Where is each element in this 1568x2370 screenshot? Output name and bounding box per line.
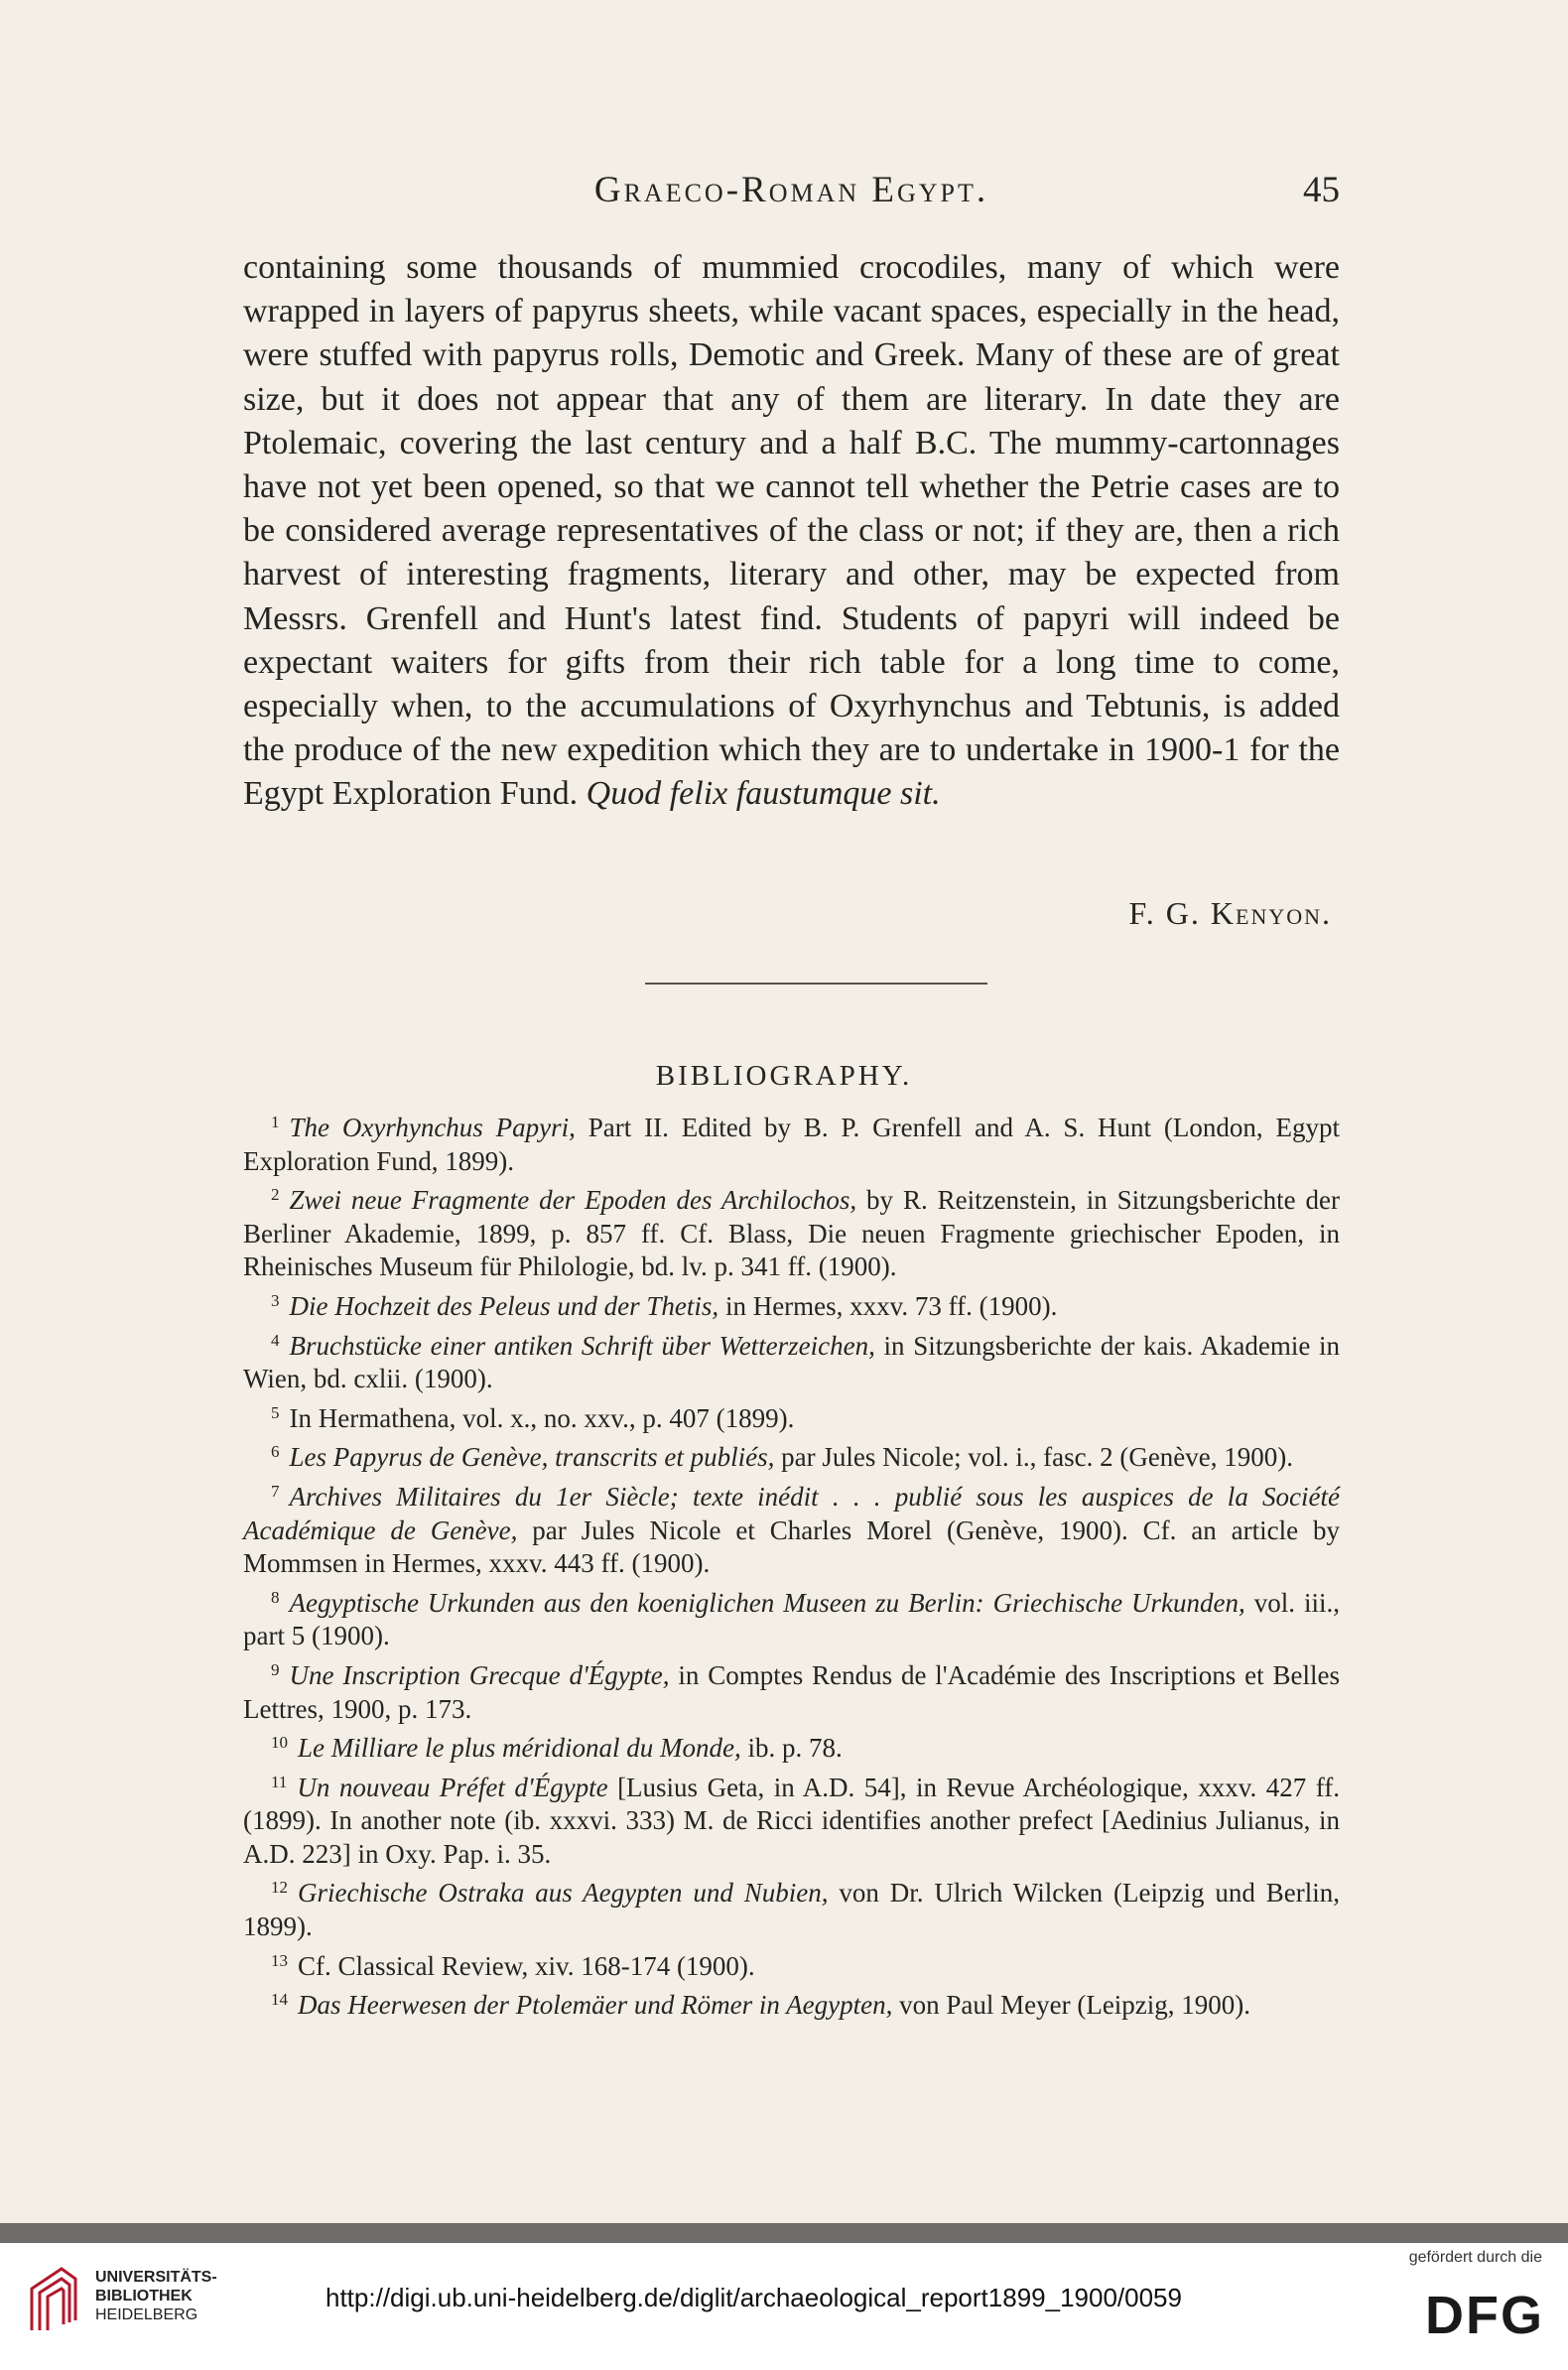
entry-details: vol. iii., part 5 (1900).	[243, 1587, 1340, 1651]
bibliography-list	[243, 1106, 1340, 2023]
bibliography-entry	[243, 1944, 1340, 1984]
entry-details: von Dr. Ulrich Wilcken (Leipzig und Berlin, 1899).	[243, 1878, 1340, 1942]
entry-title: Zwei neue Fragmente der Epoden des Archilochos,	[289, 1185, 857, 1216]
entry-details: in Comptes Rendus de l'Académie des Inscriptions et Belles Lettres, 1900, p. 173.	[243, 1659, 1341, 1724]
bibliography-entry	[243, 1106, 1340, 1178]
entry-title: Aegyptische Urkunden aus den koeniglichen Museen zu Berlin: Griechische Urkunden,	[289, 1587, 1245, 1618]
footnote-number: 3	[271, 1290, 280, 1310]
footnote-number: 11	[271, 1772, 288, 1791]
entry-title: Une Inscription Grecque d'Égypte,	[289, 1659, 670, 1690]
bibliography-entry	[243, 1871, 1340, 1943]
entry-title: Das Heerwesen der Ptolemäer und Römer in Aegypten,	[298, 1990, 893, 2021]
entry-details: Part II. Edited by B. P. Grenfell and A. S. Hunt (London, Egypt Exploration Fund, 1899).	[243, 1113, 1340, 1176]
entry-details: par Jules Nicole et Charles Morel (Genève, 1900). Cf. an article by Mommsen in Hermes, xxxv. 443 ff. (1900).	[243, 1514, 1340, 1579]
bibliography-entry	[243, 1653, 1340, 1726]
entry-details: par Jules Nicole; vol. i., fasc. 2 (Genève, 1900).	[774, 1442, 1294, 1473]
permalink-url[interactable]: http://digi.ub.uni-heidelberg.de/diglit/archaeological_report1899_1900/0059	[326, 2283, 1182, 2312]
entry-title: Die Hochzeit des Peleus und der Thetis,	[289, 1290, 719, 1321]
body-text: containing some thousands of mummied crocodiles, many of which were wrapped in layers of papyrus sheets, while vacant spaces, especially in the head, were stuffed with papyrus rolls, Demotic and Greek. Many of these are of great size, but it does not appear that any of them are literary. In date they are Ptolemaic, covering the last century and a half B.C. The mummy-cartonnages have not yet been opened, so that we cannot tell whether the Petrie cases are to be considered average representatives of the class or not; if they are, then a rich harvest of interesting fragments, literary and other, may be expected from Messrs. Grenfell and Hunt's latest find. Students of papyri will indeed be expectant waiters for gifts from their rich table for a long time to come, especially when, to the accumulations of Oxyrhynchus and Tebtunis, is added the produce of the new expedition which they are to undertake in 1900-1 for the Egypt Exploration Fund.	[243, 249, 1340, 813]
running-head	[243, 169, 1340, 228]
body-paragraph	[243, 246, 1340, 817]
footnote-number: 7	[271, 1481, 280, 1501]
bibliography-entry	[243, 1766, 1340, 1872]
funded-by-label: gefördert durch die	[1408, 2249, 1542, 2266]
bibliography-entry	[243, 1324, 1340, 1396]
footnote-number: 13	[271, 1950, 288, 1970]
footnote-number: 1	[271, 1113, 280, 1131]
library-name: UNIVERSITÄTS- BIBLIOTHEK HEIDELBERG	[95, 2269, 217, 2323]
bibliography-entry	[243, 1178, 1340, 1284]
bibliography-entry	[243, 1475, 1340, 1581]
closing-latin-phrase: Quod felix faustumque sit.	[586, 775, 941, 813]
bibliography-entry	[243, 1396, 1340, 1436]
section-divider	[645, 983, 987, 985]
bibliography-entry	[243, 1284, 1340, 1324]
entry-title: Bruchstücke einer antiken Schrift über Wetterzeichen,	[289, 1330, 875, 1361]
running-title: Graeco-Roman Egypt.	[593, 170, 989, 210]
footnote-number: 6	[271, 1442, 280, 1462]
footnote-number: 8	[271, 1587, 280, 1607]
entry-details: by R. Reitzenstein, in Sitzungsberichte der Berliner Akademie, 1899, p. 857 ff. Cf. Blass, Die neuen Fragmente griechischer Epoden, in Rheinisches Museum für Philologie, bd. lv. p. 341 ff. (1900).	[243, 1185, 1340, 1282]
author-signature: F. G. Kenyon.	[1128, 895, 1332, 931]
entry-title: Griechische Ostraka aus Aegypten und Nubien,	[298, 1878, 829, 1909]
entry-title: Le Milliare le plus méridional du Monde,	[298, 1733, 741, 1764]
entry-details: in Hermes, xxxv. 73 ff. (1900).	[719, 1290, 1058, 1321]
entry-details: [Lusius Geta, in A.D. 54], in Revue Archéologique, xxxv. 427 ff. (1899). In another note (ib. xxxvi. 333) M. de Ricci identifies another prefect [Aedinius Julianus, in A.D. 223] in Oxy. Pap. i. 35.	[243, 1772, 1340, 1869]
bibliography-entry	[243, 1435, 1340, 1475]
bibliography-heading: BIBLIOGRAPHY.	[655, 1060, 913, 1092]
entry-title: Un nouveau Préfet d'Égypte	[297, 1772, 608, 1802]
entry-title: Archives Militaires du 1er Siècle; texte inédit . . . publié sous les auspices de la Société Académique de Genève,	[243, 1481, 1340, 1545]
entry-details: von Paul Meyer (Leipzig, 1900).	[892, 1990, 1251, 2021]
dfg-logo: DFG	[1425, 2286, 1544, 2345]
footnote-number: 2	[271, 1185, 280, 1205]
footnote-number: 12	[271, 1878, 288, 1898]
bibliography-entry	[243, 1983, 1340, 2023]
footnote-number: 5	[271, 1402, 280, 1422]
footnote-number: 4	[271, 1330, 280, 1350]
page-number: 45	[1303, 170, 1340, 210]
digitization-footer	[0, 2223, 1568, 2370]
entry-details: ib. p. 78.	[740, 1733, 843, 1764]
footnote-number: 10	[271, 1733, 288, 1753]
entry-title: The Oxyrhynchus Papyri,	[289, 1113, 576, 1142]
footnote-number: 14	[271, 1990, 288, 2010]
entry-details: In Hermathena, vol. x., no. xxv., p. 407 (1899).	[289, 1402, 795, 1433]
bibliography-entry	[243, 1581, 1340, 1653]
library-logo-icon	[22, 2261, 85, 2338]
bibliography-entry	[243, 1726, 1340, 1766]
entry-details: in Sitzungsberichte der kais. Akademie in Wien, bd. cxlii. (1900).	[243, 1330, 1340, 1394]
entry-details: Cf. Classical Review, xiv. 168-174 (1900).	[298, 1950, 755, 1981]
footnote-number: 9	[271, 1659, 280, 1679]
entry-title: Les Papyrus de Genève, transcrits et publiés,	[289, 1442, 775, 1473]
